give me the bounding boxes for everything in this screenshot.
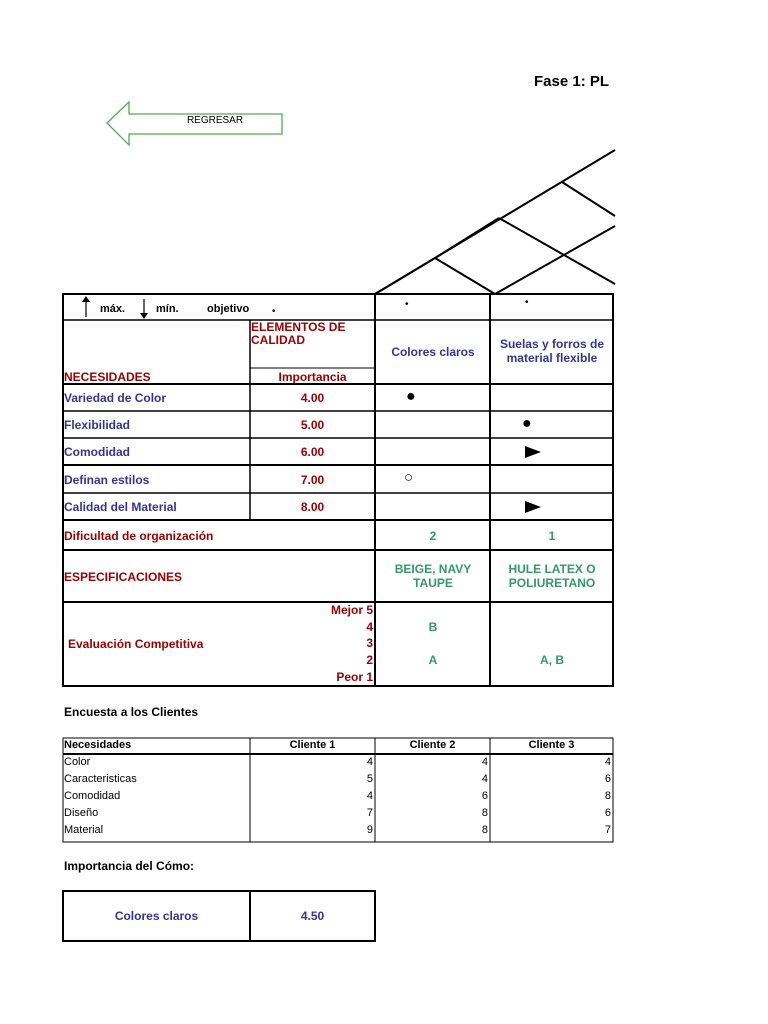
competitive-label: Evaluación Competitiva: [68, 637, 204, 651]
survey-cell: Color: [64, 756, 91, 768]
competitive-mark: A: [428, 653, 438, 667]
target-dot-icon: •: [405, 299, 409, 310]
importance-label: Colores claros: [114, 909, 199, 923]
spec-value: HULE LATEX O POLIURETANO: [508, 562, 596, 590]
survey-cell: 6: [481, 790, 488, 802]
survey-cell: 6: [604, 773, 611, 785]
target-dot-icon: •: [272, 306, 276, 317]
survey-cell: 4: [481, 756, 488, 768]
legend-min: mín.: [156, 303, 179, 315]
scale-label: Peor 1: [336, 670, 373, 684]
importance-value: 8.00: [300, 500, 325, 514]
legend-target: objetivo: [207, 303, 250, 315]
back-button-label: REGRESAR: [186, 115, 244, 126]
competitive-mark: B: [428, 620, 438, 634]
page-title: Fase 1: PL: [534, 73, 610, 90]
survey-cell: 8: [481, 807, 488, 819]
importance-value: 7.00: [300, 473, 325, 487]
correlation-roof: [372, 148, 617, 296]
survey-cell: 8: [604, 790, 611, 802]
survey-cell: Comodidad: [64, 790, 121, 802]
column-header-1: Colores claros: [391, 345, 475, 359]
survey-cell: 4: [604, 756, 611, 768]
need-label: Flexibilidad: [64, 418, 131, 432]
column-header-2: Suelas y forros de material flexible: [499, 337, 605, 365]
needs-header: NECESIDADES: [64, 370, 151, 384]
difficulty-value: 1: [548, 529, 556, 543]
medium-relation-icon: ○: [404, 469, 414, 486]
survey-title: Encuesta a los Clientes: [64, 705, 199, 719]
survey-cell: 7: [604, 824, 611, 836]
legend-max: máx.: [100, 303, 126, 315]
weak-relation-icon: [525, 501, 541, 513]
importance-header: Importancia: [278, 370, 347, 384]
scale-label: 2: [366, 653, 373, 667]
survey-header: Cliente 1: [289, 739, 336, 751]
survey-cell: 4: [481, 773, 488, 785]
survey-cell: 6: [604, 807, 611, 819]
survey-cell: 4: [366, 790, 373, 802]
importance-value: 6.00: [300, 445, 325, 459]
survey-cell: 9: [366, 824, 373, 836]
target-dot-icon: •: [525, 297, 529, 308]
survey-cell: 5: [366, 773, 373, 785]
arrow-down-icon: [138, 298, 150, 320]
elements-header: ELEMENTOS DE CALIDAD: [251, 320, 346, 347]
importance-title: Importancia del Cómo:: [64, 859, 195, 873]
competitive-mark: A, B: [540, 653, 564, 667]
survey-cell: 4: [366, 756, 373, 768]
need-label: Comodidad: [64, 445, 130, 459]
survey-cell: Diseño: [64, 807, 99, 819]
importance-value: 4.50: [300, 909, 325, 923]
survey-header: Necesidades: [64, 739, 132, 751]
spec-value: BEIGE, NAVY TAUPE: [394, 562, 472, 590]
survey-header: Cliente 2: [409, 739, 456, 751]
difficulty-label: Dificultad de organización: [64, 529, 214, 543]
scale-label: 4: [366, 620, 373, 634]
scale-label: Mejor 5: [330, 603, 373, 617]
need-label: Definan estilos: [64, 473, 150, 487]
specs-label: ESPECIFICACIONES: [64, 570, 183, 584]
survey-cell: 8: [481, 824, 488, 836]
arrow-up-icon: [80, 296, 92, 318]
survey-cell: Material: [64, 824, 104, 836]
difficulty-value: 2: [429, 529, 437, 543]
survey-cell: Caracteristicas: [64, 773, 137, 785]
strong-relation-icon: ●: [522, 415, 532, 432]
scale-label: 3: [366, 636, 373, 650]
survey-cell: 7: [366, 807, 373, 819]
strong-relation-icon: ●: [406, 388, 416, 405]
importance-value: 4.00: [300, 391, 325, 405]
importance-value: 5.00: [300, 418, 325, 432]
need-label: Calidad del Material: [64, 500, 177, 514]
survey-header: Cliente 3: [528, 739, 575, 751]
weak-relation-icon: [525, 446, 541, 458]
need-label: Variedad de Color: [64, 391, 167, 405]
